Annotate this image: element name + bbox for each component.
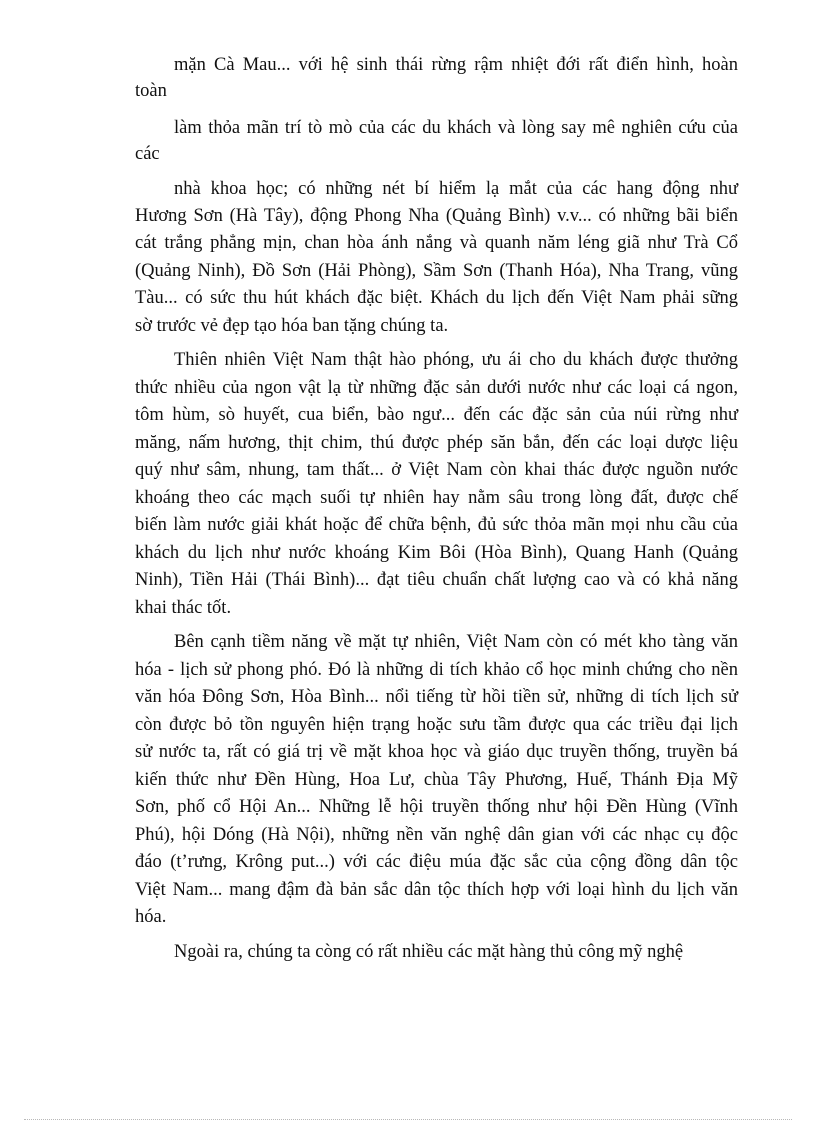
text-line: khoáng theo các mạch suối tự nhiên hay nằm sâu trong lòng đất, được chế (135, 488, 738, 508)
text-line: Tàu... có sức thu hút khách đặc biệt. Khách du lịch đến Việt Nam phải sững (135, 288, 738, 308)
text-line: sờ trước vẻ đẹp tạo hóa ban tặng chúng ta. (135, 316, 449, 336)
text-line: khách du lịch như nước khoáng Kim Bôi (Hòa Bình), Quang Hanh (Quảng (135, 543, 738, 563)
text-line: còn được bỏ tồn nguyên hiện trạng hoặc sưu tầm được qua các triều đại lịch (135, 715, 738, 735)
text-line: hóa - lịch sử phong phó. Đó là những di tích khảo cổ học minh chứng cho nền (135, 660, 738, 680)
text-line: sử nước ta, rất có giá trị về mặt khoa học và giáo dục truyền thống, truyền bá (135, 742, 738, 762)
text-line: Phú), hội Dóng (Hà Nội), những nền văn nghệ dân gian với các nhạc cụ độc (135, 825, 738, 845)
text-line: hóa. (135, 907, 167, 927)
text-line: cát trắng phẳng mịn, chan hòa ánh nắng và quanh năm léng giã như Trà Cổ (135, 233, 738, 253)
text-line: văn hóa Đông Sơn, Hòa Bình... nổi tiếng từ hồi tiền sử, những di tích lịch sử (135, 687, 738, 707)
text-line: nhà khoa học; có những nét bí hiểm lạ mắt của các hang động như (174, 179, 738, 199)
text-line: Hương Sơn (Hà Tây), động Phong Nha (Quảng Bình) v.v... có những bãi biển (135, 206, 738, 226)
text-line: làm thỏa mãn trí tò mò của các du khách và lòng say mê nghiên cứu của (174, 118, 738, 138)
text-line: khai thác tốt. (135, 598, 232, 618)
text-line: Việt Nam... mang đậm đà bản sắc dân tộc thích hợp với loại hình du lịch văn (135, 880, 738, 900)
text-line: Ngoài ra, chúng ta còng có rất nhiều các mặt hàng thủ công mỹ nghệ (174, 942, 684, 962)
text-line: kiến thức như Đền Hùng, Hoa Lư, chùa Tây Phương, Huế, Thánh Địa Mỹ (135, 770, 738, 790)
text-line: quý như sâm, nhung, tam thất... ở Việt Nam còn khai thác được nguồn nước (135, 460, 738, 480)
text-line: (Quảng Ninh), Đồ Sơn (Hải Phòng), Sầm Sơn (Thanh Hóa), Nha Trang, vũng (135, 261, 738, 281)
text-line: Ninh), Tiền Hải (Thái Bình)... đạt tiêu chuẩn chất lượng cao và có khả năng (135, 570, 738, 590)
text-line: các (135, 144, 160, 164)
text-line: mặn Cà Mau... với hệ sinh thái rừng rậm nhiệt đới rất điển hình, hoàn (174, 55, 738, 75)
text-line: Thiên nhiên Việt Nam thật hào phóng, ưu ái cho du khách được thưởng (174, 350, 738, 370)
text-line: măng, nấm hương, thịt chim, thú được phép săn bắn, đến các loại dược liệu (135, 433, 738, 453)
text-line: tôm hùm, sò huyết, cua biển, bào ngư... đến các đặc sản của núi rừng như (135, 405, 738, 425)
text-line: đáo (t’rưng, Krông put...) với các điệu múa đặc sắc của cộng đồng dân tộc (135, 852, 738, 872)
text-line: Bên cạnh tiềm năng về mặt tự nhiên, Việt Nam còn có mét kho tàng văn (174, 632, 738, 652)
text-line: Sơn, phố cổ Hội An... Những lễ hội truyền thống như hội Đền Hùng (Vĩnh (135, 797, 738, 817)
text-line: thức nhiều của ngon vật lạ từ những đặc sản dưới nước như các loại cá ngon, (135, 378, 738, 398)
text-line: toàn (135, 81, 167, 101)
page-bottom-divider (24, 1119, 792, 1120)
text-line: biến làm nước giải khát hoặc để chữa bệnh, đủ sức thỏa mãn mọi nhu cầu của (135, 515, 738, 535)
